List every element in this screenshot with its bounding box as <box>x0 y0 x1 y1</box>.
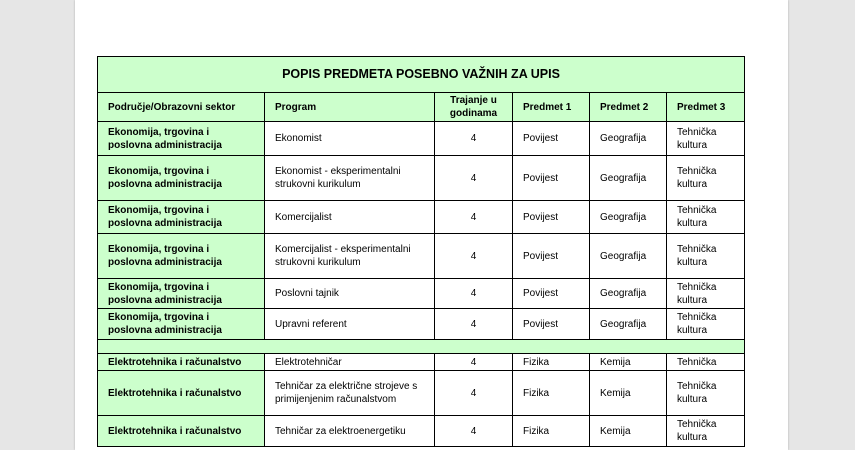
column-header: Područje/Obrazovni sektor <box>98 93 265 122</box>
table-row <box>98 201 745 234</box>
subject2-cell: Geografija <box>590 122 667 156</box>
program-cell: Tehničar za električne strojeve s primijenjenim računalstvom <box>265 371 435 416</box>
program-cell: Komercijalist - eksperimentalni strukovni kurikulum <box>265 234 435 279</box>
duration-cell: 4 <box>435 234 513 279</box>
program-cell: Tehničar za elektroenergetiku <box>265 416 435 447</box>
column-header: Program <box>265 93 435 122</box>
subject1-cell: Povijest <box>513 309 590 340</box>
program-cell: Ekonomist - eksperimentalni strukovni kurikulum <box>265 156 435 201</box>
subject1-cell: Povijest <box>513 201 590 234</box>
subject1-cell: Fizika <box>513 371 590 416</box>
subject2-cell: Geografija <box>590 309 667 340</box>
subject1-cell: Fizika <box>513 354 590 371</box>
sector-cell: Elektrotehnika i računalstvo <box>98 371 265 416</box>
subject3-cell: Tehnička kultura <box>667 309 745 340</box>
subject2-cell: Geografija <box>590 279 667 309</box>
sector-cell: Ekonomija, trgovina i poslovna administracija <box>98 122 265 156</box>
duration-cell: 4 <box>435 371 513 416</box>
subject2-cell: Kemija <box>590 371 667 416</box>
sector-cell: Elektrotehnika i računalstvo <box>98 354 265 371</box>
program-cell: Upravni referent <box>265 309 435 340</box>
separator-row <box>98 340 745 354</box>
title-row <box>98 57 745 93</box>
subject2-cell: Geografija <box>590 201 667 234</box>
table-row <box>98 309 745 340</box>
duration-cell: 4 <box>435 156 513 201</box>
subject3-cell: Tehnička <box>667 354 745 371</box>
duration-cell: 4 <box>435 354 513 371</box>
subject1-cell: Povijest <box>513 122 590 156</box>
subject3-cell: Tehnička kultura <box>667 122 745 156</box>
duration-cell: 4 <box>435 309 513 340</box>
subject1-cell: Povijest <box>513 234 590 279</box>
sector-cell: Elektrotehnika i računalstvo <box>98 416 265 447</box>
program-cell: Komercijalist <box>265 201 435 234</box>
table-row <box>98 354 745 371</box>
program-cell: Elektrotehničar <box>265 354 435 371</box>
duration-cell: 4 <box>435 201 513 234</box>
subject1-cell: Fizika <box>513 416 590 447</box>
subject2-cell: Geografija <box>590 156 667 201</box>
document-page <box>75 0 788 450</box>
subject3-cell: Tehnička kultura <box>667 279 745 309</box>
table-row <box>98 416 745 447</box>
sector-cell: Ekonomija, trgovina i poslovna administracija <box>98 309 265 340</box>
sector-cell: Ekonomija, trgovina i poslovna administracija <box>98 279 265 309</box>
subject3-cell: Tehnička kultura <box>667 201 745 234</box>
sector-cell: Ekonomija, trgovina i poslovna administracija <box>98 201 265 234</box>
column-header: Predmet 2 <box>590 93 667 122</box>
table-row <box>98 122 745 156</box>
table-row <box>98 371 745 416</box>
header-row <box>98 93 745 122</box>
subject1-cell: Povijest <box>513 279 590 309</box>
table-row <box>98 156 745 201</box>
subject3-cell: Tehnička kultura <box>667 156 745 201</box>
table-row <box>98 234 745 279</box>
subject3-cell: Tehnička kultura <box>667 416 745 447</box>
subject3-cell: Tehnička kultura <box>667 371 745 416</box>
column-header: Predmet 3 <box>667 93 745 122</box>
subject2-cell: Geografija <box>590 234 667 279</box>
column-header: Trajanje u godinama <box>435 93 513 122</box>
subject2-cell: Kemija <box>590 354 667 371</box>
duration-cell: 4 <box>435 416 513 447</box>
table-row <box>98 279 745 309</box>
program-cell: Ekonomist <box>265 122 435 156</box>
sector-cell: Ekonomija, trgovina i poslovna administracija <box>98 156 265 201</box>
table-title: POPIS PREDMETA POSEBNO VAŽNIH ZA UPIS <box>98 57 745 93</box>
column-header: Predmet 1 <box>513 93 590 122</box>
duration-cell: 4 <box>435 279 513 309</box>
subject2-cell: Kemija <box>590 416 667 447</box>
separator-cell <box>98 340 745 354</box>
subjects-table <box>97 56 745 447</box>
subject3-cell: Tehnička kultura <box>667 234 745 279</box>
sector-cell: Ekonomija, trgovina i poslovna administracija <box>98 234 265 279</box>
program-cell: Poslovni tajnik <box>265 279 435 309</box>
subject1-cell: Povijest <box>513 156 590 201</box>
duration-cell: 4 <box>435 122 513 156</box>
